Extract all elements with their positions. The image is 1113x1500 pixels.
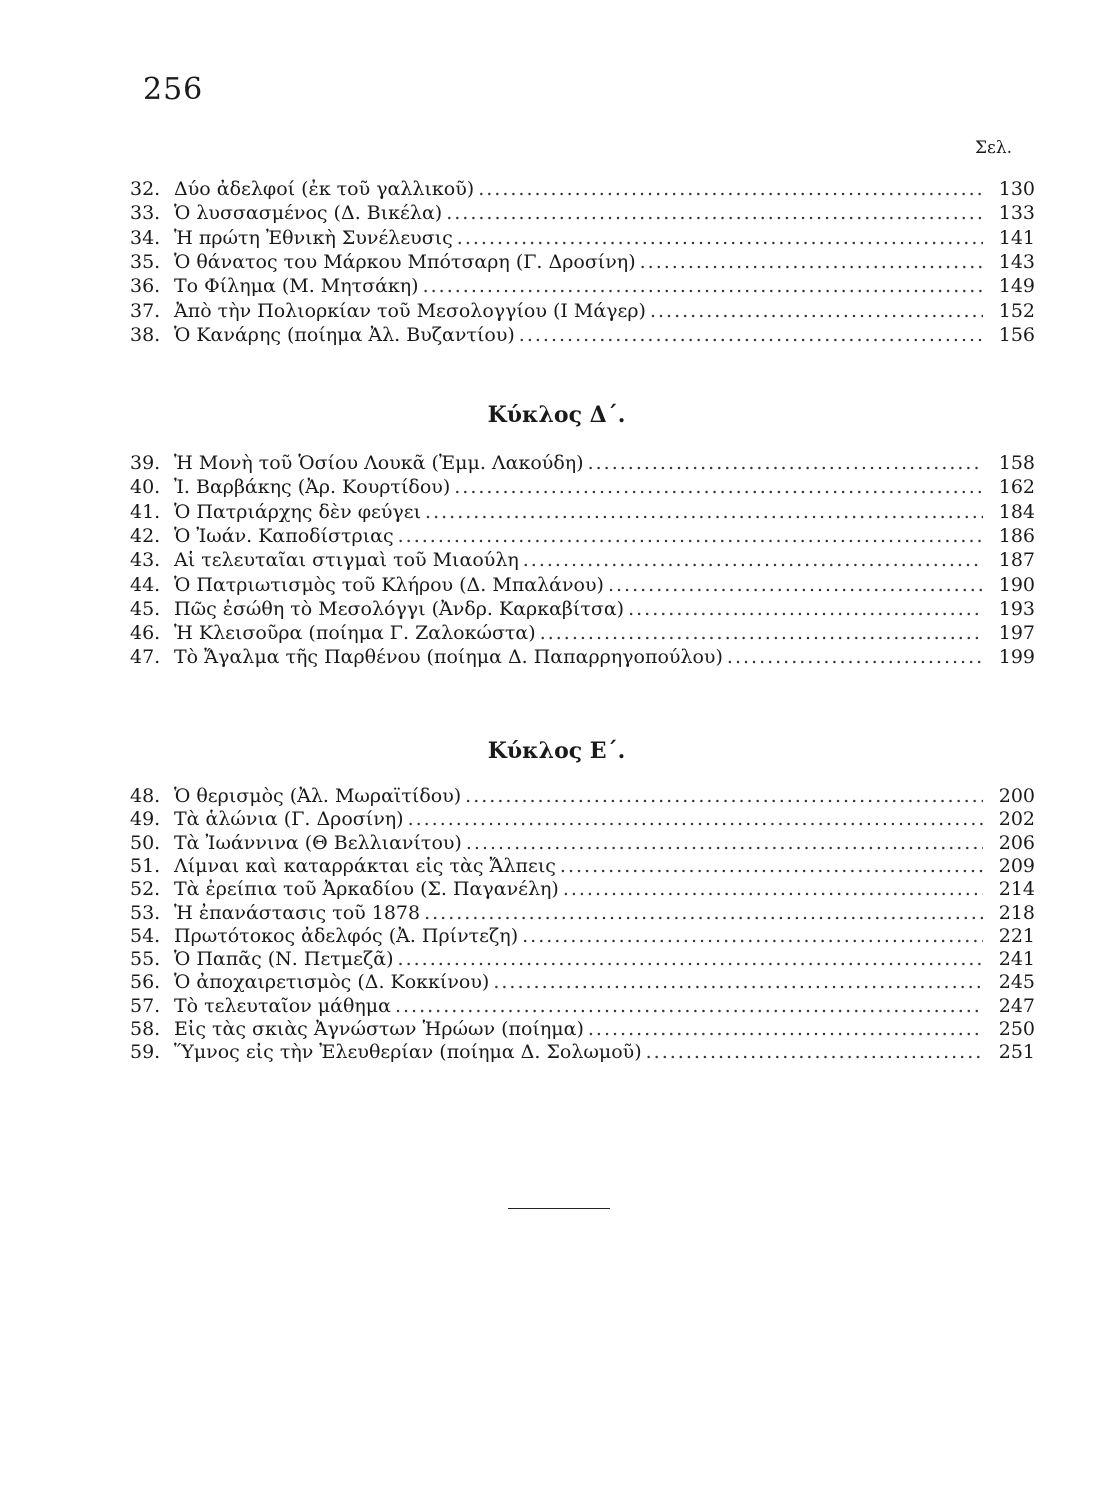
leader-dots: [727, 646, 983, 668]
leader-dots: [424, 902, 983, 924]
entry-number: 44.: [130, 573, 161, 596]
toc-entry: [130, 178, 1035, 202]
leader-dots: [628, 598, 983, 620]
toc-entry: [130, 1018, 1035, 1042]
entry-number: 43.: [130, 549, 161, 572]
entry-page: 141: [998, 226, 1035, 249]
entry-title: Τὰ ἐρείπια τοῦ Ἀρκαδίου (Σ. Παγανέλη): [174, 878, 559, 901]
entry-title: Ὁ λυσσασμένος (Δ. Βικέλα): [174, 202, 443, 225]
entry-title: Ἰ. Βαρβάκης (Ἀρ. Κουρτίδου): [174, 476, 451, 499]
entry-page: 245: [998, 971, 1035, 994]
entry-title: Λίμναι καὶ καταρράκται εἰς τὰς Ἄλπεις: [174, 854, 556, 877]
leader-dots: [523, 549, 983, 571]
toc-entry: [130, 995, 1035, 1019]
toc-entry: [130, 275, 1035, 299]
leader-dots: [454, 476, 983, 498]
entry-title: Ἡ πρώτη Ἐθνικὴ Συνέλευσις: [174, 226, 453, 249]
entry-number: 59.: [130, 1041, 161, 1064]
entry-title: Ἡ ἐπανάστασις τοῦ 1878: [174, 901, 421, 924]
toc-entry: [130, 948, 1035, 972]
entry-title: Το Φίλημα (Μ. Μητσάκη): [174, 275, 419, 298]
toc-entry: [130, 300, 1035, 324]
toc-entry: [130, 598, 1035, 622]
entry-title: Εἰς τὰς σκιὰς Ἀγνώστων Ἡρώων (ποίημα): [174, 1018, 584, 1040]
entry-page: 156: [998, 323, 1035, 346]
toc-entry: [130, 832, 1035, 856]
toc-entry: [130, 525, 1035, 549]
entry-title: Ὁ θάνατος του Μάρκου Μπότσαρη (Γ. Δροσίνη): [174, 250, 636, 273]
entry-number: 42.: [130, 524, 161, 547]
entry-number: 50.: [130, 831, 161, 854]
entry-page: 193: [998, 597, 1035, 620]
entry-title: Ὁ Πατριωτισμὸς τοῦ Κλήρου (Δ. Μπαλάνου): [174, 573, 604, 596]
entry-number: 33.: [130, 202, 161, 225]
entry-title: Ἡ Κλεισοῦρα (ποίημα Γ. Ζαλοκώστα): [174, 622, 536, 645]
leader-dots: [423, 275, 983, 297]
leader-dots: [466, 832, 983, 854]
entry-title: Τὸ Ἄγαλμα τῆς Παρθένου (ποίημα Δ. Παπαρρηγοπούλου): [174, 646, 723, 669]
toc-entry: [130, 878, 1035, 902]
entry-number: 32.: [130, 178, 161, 200]
entry-title: Ὁ ἀποχαιρετισμὸς (Δ. Κοκκίνου): [174, 971, 490, 994]
entry-page: 200: [998, 785, 1035, 807]
toc-entry: [130, 808, 1035, 832]
toc-entry: [130, 902, 1035, 926]
entry-title: Ὁ θερισμὸς (Ἀλ. Μωραϊτίδου): [174, 785, 462, 807]
column-header-page: Σελ.: [975, 138, 1013, 158]
entry-page: 209: [998, 854, 1035, 877]
entry-page: 149: [998, 275, 1035, 298]
leader-dots: [650, 300, 983, 322]
entry-title: Ἀπὸ τὴν Πολιορκίαν τοῦ Μεσολογγίου (Ι Μάγερ): [174, 299, 646, 322]
entry-page: 158: [998, 452, 1035, 474]
entry-number: 35.: [130, 250, 161, 273]
end-rule: [508, 1208, 610, 1209]
entry-page: 184: [998, 500, 1035, 523]
entry-number: 46.: [130, 622, 161, 645]
entry-page: 206: [998, 831, 1035, 854]
entry-title: Δύο ἀδελφοί (ἐκ τοῦ γαλλικοῦ): [174, 178, 475, 200]
entry-title: Ἡ Μονὴ τοῦ Ὁσίου Λουκᾶ (Ἐμμ. Λακούδη): [174, 452, 584, 474]
entry-title: Τὰ ἁλώνια (Γ. Δροσίνη): [174, 808, 404, 831]
toc-entry: [130, 622, 1035, 646]
leader-dots: [646, 1041, 983, 1063]
entry-number: 52.: [130, 878, 161, 901]
entry-number: 56.: [130, 971, 161, 994]
entry-number: 37.: [130, 299, 161, 322]
leader-dots: [540, 622, 983, 644]
toc-entry: [130, 324, 1035, 348]
entry-number: 36.: [130, 275, 161, 298]
leader-dots: [425, 501, 983, 523]
toc-entry: [130, 574, 1035, 598]
entry-title: Ὕμνος εἰς τὴν Ἐλευθερίαν (ποίημα Δ. Σολωμοῦ): [174, 1041, 642, 1064]
entry-page: 199: [998, 646, 1035, 669]
entry-page: 130: [998, 178, 1035, 200]
leader-dots: [588, 452, 983, 474]
leader-dots: [398, 948, 983, 970]
entry-page: 152: [998, 299, 1035, 322]
entry-number: 55.: [130, 948, 161, 971]
entry-page: 221: [998, 924, 1035, 947]
entry-number: 39.: [130, 452, 161, 474]
entry-title: Τὸ τελευταῖον μάθημα: [174, 994, 391, 1017]
leader-dots: [588, 1018, 983, 1040]
entry-title: Τὰ Ἰωάννινα (Θ Βελλιανίτου): [174, 831, 462, 854]
toc-entry: [130, 925, 1035, 949]
entry-number: 57.: [130, 994, 161, 1017]
entry-page: 247: [998, 994, 1035, 1017]
toc-entry: [130, 971, 1035, 995]
entry-number: 38.: [130, 323, 161, 346]
entry-page: 162: [998, 476, 1035, 499]
toc-entry: [130, 785, 1035, 809]
toc-entry: [130, 1041, 1035, 1065]
leader-dots: [395, 995, 983, 1017]
entry-title: Ὁ Ἰωάν. Καποδίστριας: [174, 524, 394, 547]
toc-entry: [130, 227, 1035, 251]
section-heading: Κύκλος Δ΄.: [487, 402, 626, 428]
entry-page: 190: [998, 573, 1035, 596]
toc-entry: [130, 646, 1035, 670]
entry-page: 218: [998, 901, 1035, 924]
entry-number: 48.: [130, 785, 161, 807]
leader-dots: [446, 202, 983, 224]
entry-number: 51.: [130, 854, 161, 877]
section-heading: Κύκλος Ε΄.: [487, 738, 626, 764]
entry-page: 214: [998, 878, 1035, 901]
entry-page: 186: [998, 524, 1035, 547]
entry-title: Ὁ Κανάρης (ποίημα Ἀλ. Βυζαντίου): [174, 323, 515, 346]
entry-number: 34.: [130, 226, 161, 249]
toc-entry: [130, 476, 1035, 500]
entry-page: 197: [998, 622, 1035, 645]
leader-dots: [563, 878, 983, 900]
toc-entry: [130, 452, 1035, 476]
entry-number: 45.: [130, 597, 161, 620]
leader-dots: [493, 971, 983, 993]
leader-dots: [478, 178, 983, 200]
entry-title: Ὁ Πατριάρχης δὲν φεύγει: [174, 500, 422, 523]
entry-number: 41.: [130, 500, 161, 523]
entry-page: 202: [998, 808, 1035, 831]
leader-dots: [408, 808, 983, 830]
toc-entry: [130, 549, 1035, 573]
entry-title: Πρωτότοκος ἀδελφός (Ἀ. Πρίντεζη): [174, 924, 519, 947]
entry-page: 241: [998, 948, 1035, 971]
toc-entry: [130, 202, 1035, 226]
entry-title: Πῶς ἐσώθη τὸ Μεσολόγγι (Ἀνδρ. Καρκαβίτσα): [174, 597, 625, 620]
entry-page: 250: [998, 1018, 1035, 1040]
leader-dots: [608, 574, 983, 596]
entry-title: Αἱ τελευταῖαι στιγμαὶ τοῦ Μιαούλη: [174, 549, 519, 572]
entry-page: 133: [998, 202, 1035, 225]
leader-dots: [457, 227, 983, 249]
leader-dots: [522, 925, 983, 947]
entry-page: 187: [998, 549, 1035, 572]
entry-page: 143: [998, 250, 1035, 273]
entry-number: 40.: [130, 476, 161, 499]
toc-entry: [130, 501, 1035, 525]
entry-number: 47.: [130, 646, 161, 669]
toc-entry: [130, 251, 1035, 275]
entry-number: 53.: [130, 901, 161, 924]
entry-page: 251: [998, 1041, 1035, 1064]
page-number: 256: [143, 72, 204, 107]
leader-dots: [519, 324, 983, 346]
leader-dots: [640, 251, 983, 273]
toc-entry: [130, 855, 1035, 879]
entry-number: 54.: [130, 924, 161, 947]
leader-dots: [560, 855, 983, 877]
entry-number: 49.: [130, 808, 161, 831]
entry-number: 58.: [130, 1018, 161, 1040]
entry-title: Ὁ Παπᾶς (Ν. Πετμεζᾶ): [174, 948, 394, 971]
leader-dots: [398, 525, 983, 547]
leader-dots: [465, 785, 983, 807]
